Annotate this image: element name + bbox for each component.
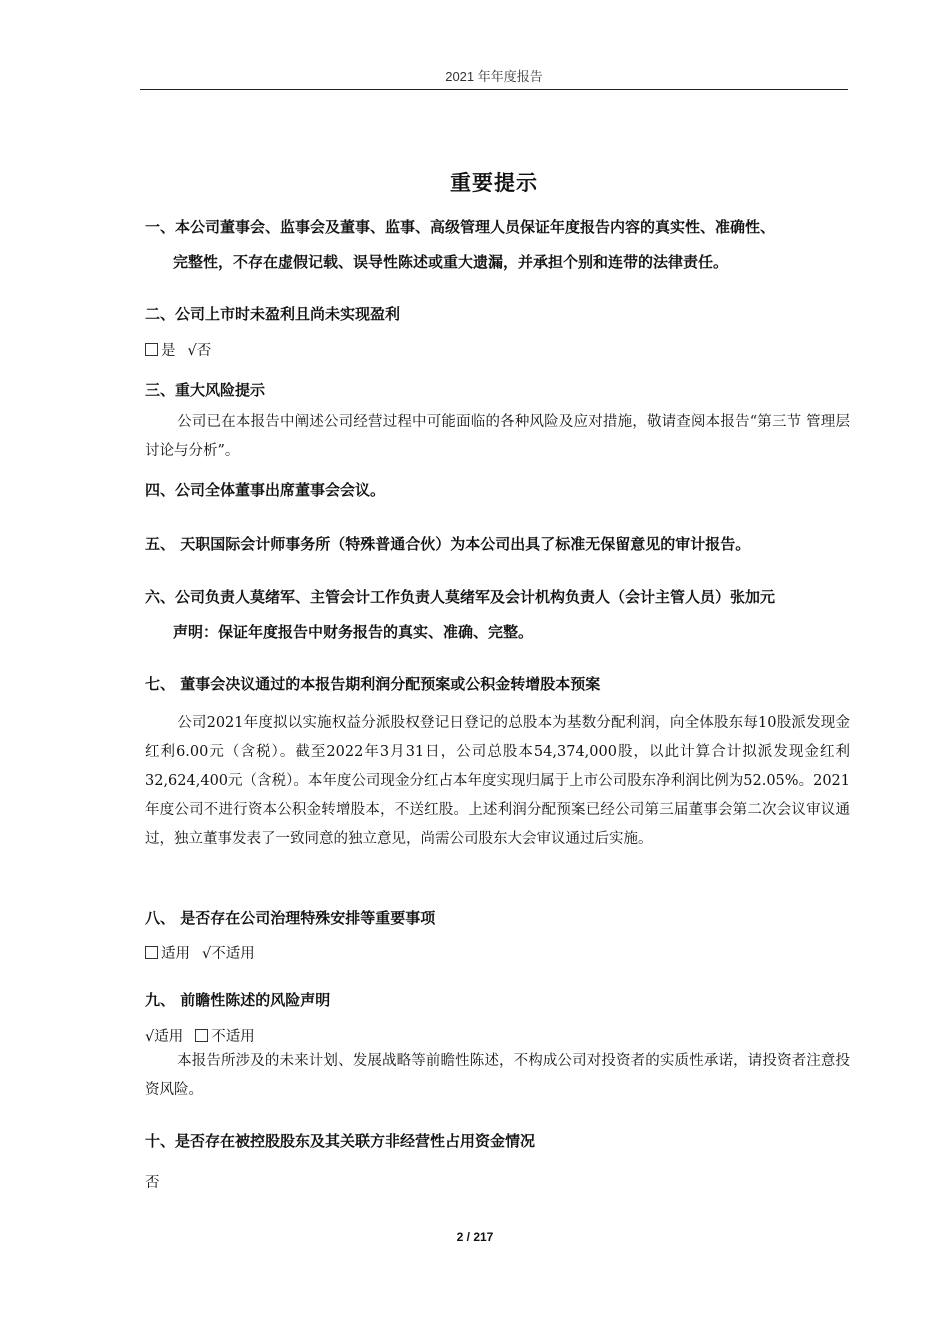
header-divider	[140, 89, 848, 90]
section-10-heading: 十、是否存在被控股股东及其关联方非经营性占用资金情况	[145, 1132, 536, 1150]
option-applicable-label: 适用	[154, 1029, 184, 1045]
section-10-answer: 否	[145, 1175, 160, 1191]
section-3-body	[145, 408, 850, 466]
section-2-heading: 二、公司上市时未盈利且尚未实现盈利	[145, 305, 401, 323]
option-no-label: 否	[196, 343, 212, 359]
section-8-options	[145, 942, 255, 963]
page-header: 2021 年年度报告	[445, 69, 543, 84]
section-2-options	[145, 339, 211, 360]
checkbox-unchecked-icon	[145, 343, 158, 356]
section-1-line1: 一、本公司董事会、监事会及董事、监事、高级管理人员保证年度报告内容的真实性、准确性、	[145, 218, 776, 236]
option-yes-label: 是	[161, 343, 176, 359]
section-6-line2: 声明：保证年度报告中财务报告的真实、准确、完整。	[173, 623, 534, 641]
section-8-heading: 八、 是否存在公司治理特殊安排等重要事项	[145, 909, 436, 927]
section-3-text: 公司已在本报告中阐述公司经营过程中可能面临的各种风险及应对措施，敬请查阅本报告“第三节 管理层讨论与分析”。	[145, 414, 850, 459]
section-4-heading: 四、公司全体董事出席董事会会议。	[145, 481, 386, 499]
section-5-heading: 五、 天职国际会计师事务所（特殊普通合伙）为本公司出具了标准无保留意见的审计报告。	[145, 535, 751, 553]
checkbox-unchecked-icon	[145, 946, 158, 959]
checkbox-unchecked-icon	[195, 1029, 208, 1042]
section-7-text: 公司2021年度拟以实施权益分派股权登记日登记的总股本为基数分配利润，向全体股东每10股派发现金红利6.00元（含税）。截至2022年3月31日，公司总股本54,374,000股，以此计算合计拟派发现金红利32,624,400元（含税）。本年度公司现金分红占本年度实现归属于上市公司股东净利润比例为52.05%。2021年度公司不进行资本公积金转增股本，不送红股。上述利润分配预案已经公司第三届董事会第二次会议审议通过，独立董事发表了一致同意的独立意见，尚需公司股东大会审议通过后实施。	[145, 715, 850, 847]
section-6	[145, 580, 850, 650]
section-7-heading: 七、 董事会决议通过的本报告期利润分配预案或公积金转增股本预案	[145, 675, 601, 693]
section-6-line1: 六、公司负责人莫绪军、主管会计工作负责人莫绪军及会计机构负责人（会计主管人员）张加元	[145, 588, 776, 606]
section-9-options	[145, 1025, 255, 1046]
checkmark-icon: √	[187, 343, 197, 359]
checkmark-icon: √	[145, 1029, 155, 1045]
section-7-body	[145, 709, 850, 854]
page-number: 2 / 217	[456, 1230, 494, 1244]
option-not-applicable-label: 不适用	[211, 946, 255, 962]
section-1	[145, 210, 850, 280]
option-not-applicable-label: 不适用	[211, 1029, 255, 1045]
section-9-body	[145, 1047, 850, 1105]
section-9-text: 本报告所涉及的未来计划、发展战略等前瞻性陈述，不构成公司对投资者的实质性承诺，请投资者注意投资风险。	[145, 1053, 850, 1098]
checkmark-icon: √	[202, 946, 212, 962]
section-1-line2: 完整性，不存在虚假记载、误导性陈述或重大遗漏，并承担个别和连带的法律责任。	[173, 253, 729, 271]
page-title: 重要提示	[450, 171, 538, 195]
section-3-heading: 三、重大风险提示	[145, 381, 266, 399]
option-applicable-label: 适用	[161, 946, 190, 962]
section-9-heading: 九、 前瞻性陈述的风险声明	[145, 991, 331, 1009]
